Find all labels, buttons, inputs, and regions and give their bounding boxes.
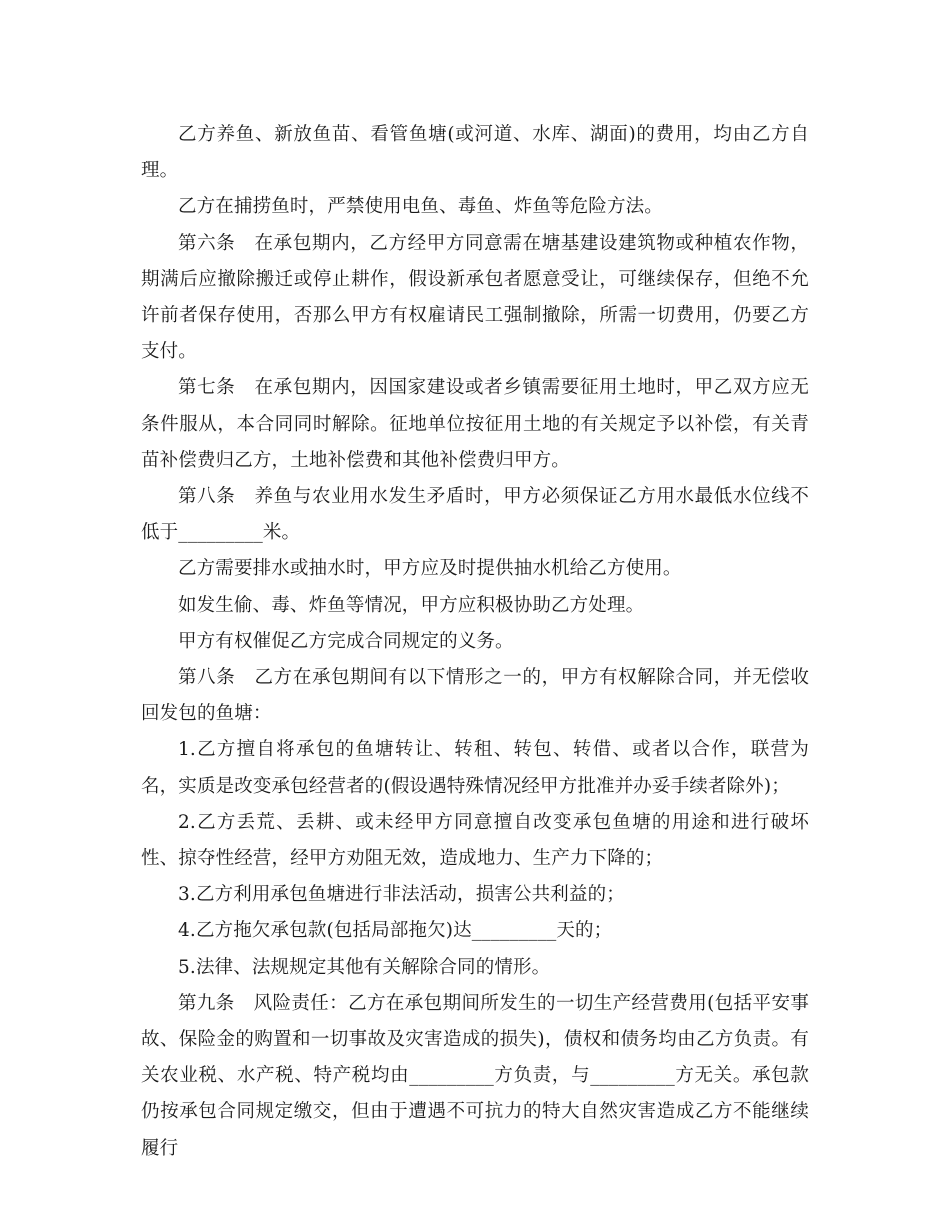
paragraph-fish-farming-costs: 乙方养鱼、新放鱼苗、看管鱼塘(或河道、水库、湖面)的费用，均由乙方自理。: [141, 124, 809, 182]
paragraph-urge-obligations: 甲方有权催促乙方完成合同规定的义务。: [178, 630, 514, 652]
list-item-termination-1: 1.乙方擅自将承包的鱼塘转让、转租、转包、转借、或者以合作，联营为名，实质是改变承包经营者的(假设遇特殊情况经甲方批准并办妥手续者除外)；: [141, 739, 809, 797]
list-item-termination-5: 5.法律、法规规定其他有关解除合同的情形。: [178, 956, 551, 978]
paragraph-article-7: 第七条 在承包期内，因国家建设或者乡镇需要征用土地时，甲乙双方应无条件服从，本合同同时解除。征地单位按征用土地的有关规定予以补偿，有关青苗补偿费归乙方，土地补偿费和其他补偿费归甲方。: [141, 377, 809, 471]
paragraph-fishing-methods: 乙方在捕捞鱼时，严禁使用电鱼、毒鱼、炸鱼等危险方法。: [178, 196, 663, 218]
paragraph-article-8-water: 第八条 养鱼与农业用水发生矛盾时，甲方必须保证乙方用水最低水位线不低于_________米。: [141, 486, 809, 544]
paragraph-theft-assist: 如发生偷、毒、炸鱼等情况，甲方应积极协助乙方处理。: [178, 594, 645, 616]
paragraph-drainage: 乙方需要排水或抽水时，甲方应及时提供抽水机给乙方使用。: [178, 558, 682, 580]
paragraph-article-6: 第六条 在承包期内，乙方经甲方同意需在塘基建设建筑物或种植农作物，期满后应撤除搬迁或停止耕作，假设新承包者愿意受让，可继续保存，但绝不允许前者保存使用，否那么甲方有权雇请民工强制撤除，所需一切费用，仍要乙方支付。: [141, 232, 809, 363]
list-item-termination-4: 4.乙方拖欠承包款(包括局部拖欠)达_________天的；: [178, 920, 613, 942]
list-item-termination-3: 3.乙方利用承包鱼塘进行非法活动，损害公共利益的；: [178, 884, 625, 906]
contract-text-body: [141, 117, 809, 1167]
list-item-termination-2: 2.乙方丢荒、丢耕、或未经甲方同意擅自改变承包鱼塘的用途和进行破坏性、掠夺性经营，经甲方劝阻无效，造成地力、生产力下降的；: [141, 811, 809, 870]
paragraph-article-8-termination: 第八条 乙方在承包期间有以下情形之一的，甲方有权解除合同，并无偿收回发包的鱼塘：: [141, 667, 809, 725]
paragraph-article-9-risk: 第九条 风险责任：乙方在承包期间所发生的一切生产经营费用(包括平安事故、保险金的购置和一切事故及灾害造成的损失)，债权和债务均由乙方负责。有关农业税、水产税、特产税均由_________方负责，与_________方无关。承包款仍按承包合同规定缴交，但由于遭遇不可抗力的特大自然灾害造成乙方不能继续履行: [141, 992, 809, 1159]
